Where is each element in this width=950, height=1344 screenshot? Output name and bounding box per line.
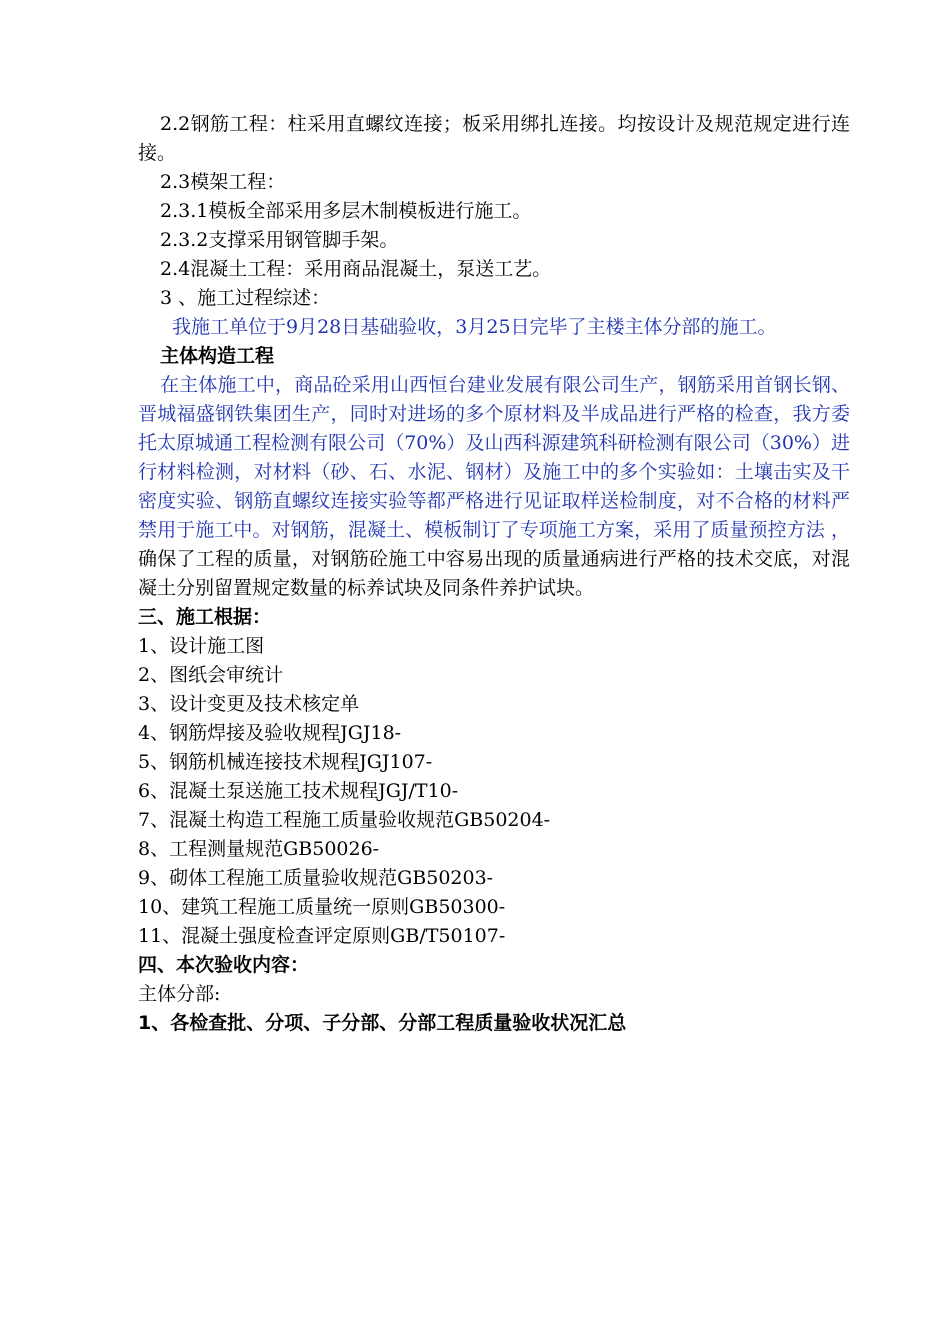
main-structure-paragraph	[138, 371, 850, 603]
construction-basis-heading: 三、施工根据：	[138, 606, 272, 628]
list-item: 11、混凝土强度检查评定原则GB/T50107-	[138, 925, 506, 947]
main-structure-text-black: 确保了工程的质量，对钢筋砼施工中容易出现的质量通病进行严格的技术交底，对混凝土分别留置规定数量的标养试块及同条件养护试块。	[138, 548, 850, 599]
main-structure-heading: 主体构造工程	[160, 345, 275, 367]
list-item: 8、工程测量规范GB50026-	[138, 838, 380, 860]
list-item: 6、混凝土泵送施工技术规程JGJ/T10-	[138, 780, 459, 802]
acceptance-item-1: 1、各检查批、分项、子分部、分部工程质量验收状况汇总	[138, 1012, 627, 1034]
acceptance-heading: 四、本次验收内容：	[138, 954, 310, 976]
list-item: 9、砌体工程施工质量验收规范GB50203-	[138, 867, 494, 889]
formwork-item-2: 2.3.2支撑采用钢管脚手架。	[160, 229, 399, 251]
list-item: 7、混凝土构造工程施工质量验收规范GB50204-	[138, 809, 551, 831]
construction-overview-summary: 我施工单位于9月28日基础验收，3月25日完毕了主楼主体分部的施工。	[172, 316, 777, 338]
formwork-heading: 2.3模架工程：	[160, 171, 286, 193]
list-item: 1、设计施工图	[138, 635, 265, 657]
document-body	[138, 110, 850, 1038]
list-item: 10、建筑工程施工质量统一原则GB50300-	[138, 896, 506, 918]
construction-basis-list	[138, 632, 850, 951]
construction-overview-heading: 3 、施工过程综述：	[160, 287, 331, 309]
main-structure-text-blue: 在主体施工中，商品砼采用山西恒台建业发展有限公司生产，钢筋采用首钢长钢、晋城福盛钢铁集团生产，同时对进场的多个原材料及半成品进行严格的检查，我方委托太原城通工程检测有限公司（70%）及山西科源建筑科研检测有限公司（30%）进行材料检测，对材料（砂、石、水泥、钢材）及施工中的多个实验如：土壤击实及干密度实验、钢筋直螺纹连接实验等都严格进行见证取样送检制度，对不合格的材料严禁用于施工中。对钢筋，混凝土、模板制订了专项施工方案，采用了质量预控方法 ，	[138, 374, 850, 541]
steel-engineering-paragraph: 2.2钢筋工程：柱采用直螺纹连接；板采用绑扎连接。均按设计及规范规定进行连接。	[138, 113, 850, 164]
formwork-item-1: 2.3.1模板全部采用多层木制模板进行施工。	[160, 200, 532, 222]
list-item: 4、钢筋焊接及验收规程JGJ18-	[138, 722, 402, 744]
acceptance-subsection: 主体分部:	[138, 983, 221, 1005]
list-item: 5、钢筋机械连接技术规程JGJ107-	[138, 751, 433, 773]
list-item: 3、设计变更及技术核定单	[138, 693, 360, 715]
list-item: 2、图纸会审统计	[138, 664, 284, 686]
concrete-engineering-line: 2.4混凝土工程：采用商品混凝土，泵送工艺。	[160, 258, 552, 280]
